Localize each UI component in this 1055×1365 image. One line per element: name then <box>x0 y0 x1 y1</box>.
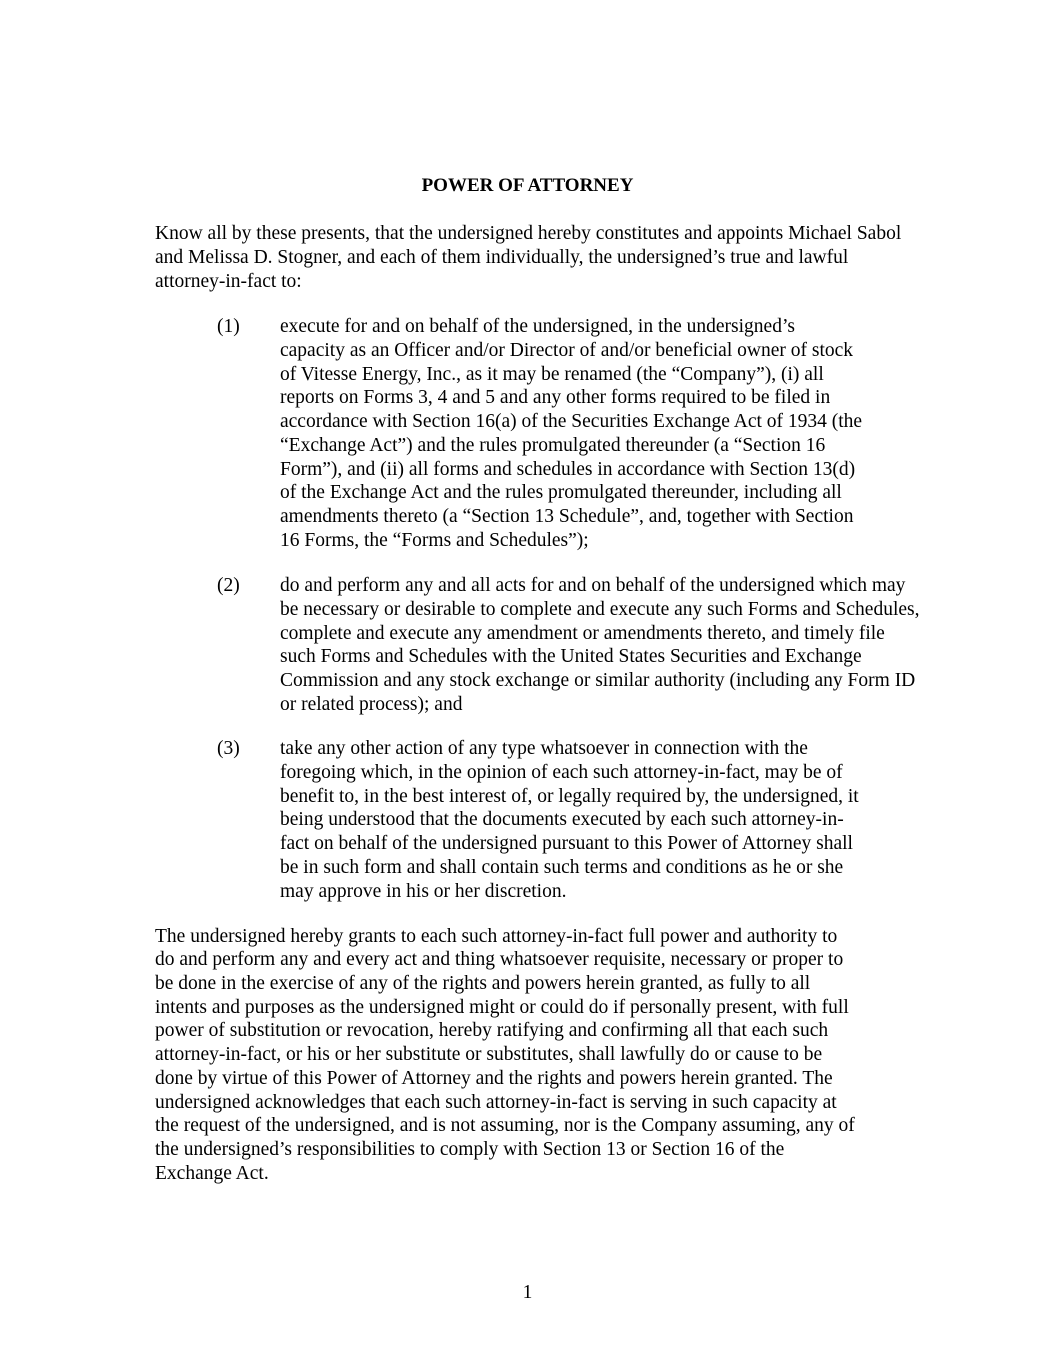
closing-line: attorney-in-fact, or his or her substitute or substitutes, shall lawfully do or cause to be <box>155 1044 823 1065</box>
item-line: execute for and on behalf of the undersigned, in the undersigned’s <box>280 316 795 337</box>
item-line: take any other action of any type whatsoever in connection with the <box>280 738 808 759</box>
closing-line: the undersigned’s responsibilities to comply with Section 13 or Section 16 of the <box>155 1139 785 1160</box>
closing-line: power of substitution or revocation, hereby ratifying and confirming all that each such <box>155 1020 829 1041</box>
item-line: such Forms and Schedules with the United States Securities and Exchange <box>280 646 862 667</box>
item-line: Form”), and (ii) all forms and schedules in accordance with Section 13(d) <box>280 459 856 480</box>
item-line: do and perform any and all acts for and on behalf of the undersigned which may <box>280 575 906 596</box>
closing-line: do and perform any and every act and thing whatsoever requisite, necessary or proper to <box>155 949 844 970</box>
item-line: amendments thereto (a “Section 13 Schedule”, and, together with Section <box>280 506 854 527</box>
closing-line: the request of the undersigned, and is not assuming, nor is the Company assuming, any of <box>155 1115 855 1136</box>
item-line: “Exchange Act”) and the rules promulgated thereunder (a “Section 16 <box>280 435 826 456</box>
item-line: or related process); and <box>280 694 463 715</box>
item-line: be necessary or desirable to complete and execute any such Forms and Schedules, <box>280 599 920 620</box>
closing-line: undersigned acknowledges that each such attorney-in-fact is serving in such capacity at <box>155 1092 837 1113</box>
item-line: be in such form and shall contain such terms and conditions as he or she <box>280 857 844 878</box>
intro-line: and Melissa D. Stogner, and each of them individually, the undersigned’s true and lawful <box>155 247 849 268</box>
closing-line: intents and purposes as the undersigned might or could do if personally present, with full <box>155 997 849 1018</box>
intro-line: attorney-in-fact to: <box>155 271 302 292</box>
item-line: 16 Forms, the “Forms and Schedules”); <box>280 530 589 551</box>
item-line: accordance with Section 16(a) of the Securities Exchange Act of 1934 (the <box>280 411 863 432</box>
page-number: 1 <box>522 1282 533 1303</box>
item-line: may approve in his or her discretion. <box>280 881 567 902</box>
item-line: complete and execute any amendment or amendments thereto, and timely file <box>280 623 885 644</box>
item-line: reports on Forms 3, 4 and 5 and any other forms required to be filed in <box>280 387 831 408</box>
item-line: of Vitesse Energy, Inc., as it may be renamed (the “Company”), (i) all <box>280 364 824 385</box>
intro-line: Know all by these presents, that the undersigned hereby constitutes and appoints Michael Sabol <box>155 223 902 244</box>
closing-line: done by virtue of this Power of Attorney and the rights and powers herein granted. The <box>155 1068 833 1089</box>
item-line: benefit to, in the best interest of, or legally required by, the undersigned, it <box>280 786 859 807</box>
item-line: of the Exchange Act and the rules promulgated thereunder, including all <box>280 482 842 503</box>
item-number: (3) <box>217 738 240 759</box>
closing-line: be done in the exercise of any of the rights and powers herein granted, as fully to all <box>155 973 811 994</box>
item-number: (1) <box>217 316 240 337</box>
item-line: being understood that the documents executed by each such attorney-in- <box>280 809 844 830</box>
item-line: foregoing which, in the opinion of each such attorney-in-fact, may be of <box>280 762 843 783</box>
item-line: capacity as an Officer and/or Director of and/or beneficial owner of stock <box>280 340 854 361</box>
item-line: fact on behalf of the undersigned pursuant to this Power of Attorney shall <box>280 833 853 854</box>
item-line: Commission and any stock exchange or similar authority (including any Form ID <box>280 670 916 691</box>
item-number: (2) <box>217 575 240 596</box>
document-title: POWER OF ATTORNEY <box>421 175 634 196</box>
closing-line: Exchange Act. <box>155 1163 269 1184</box>
closing-line: The undersigned hereby grants to each such attorney-in-fact full power and authority to <box>155 926 838 947</box>
